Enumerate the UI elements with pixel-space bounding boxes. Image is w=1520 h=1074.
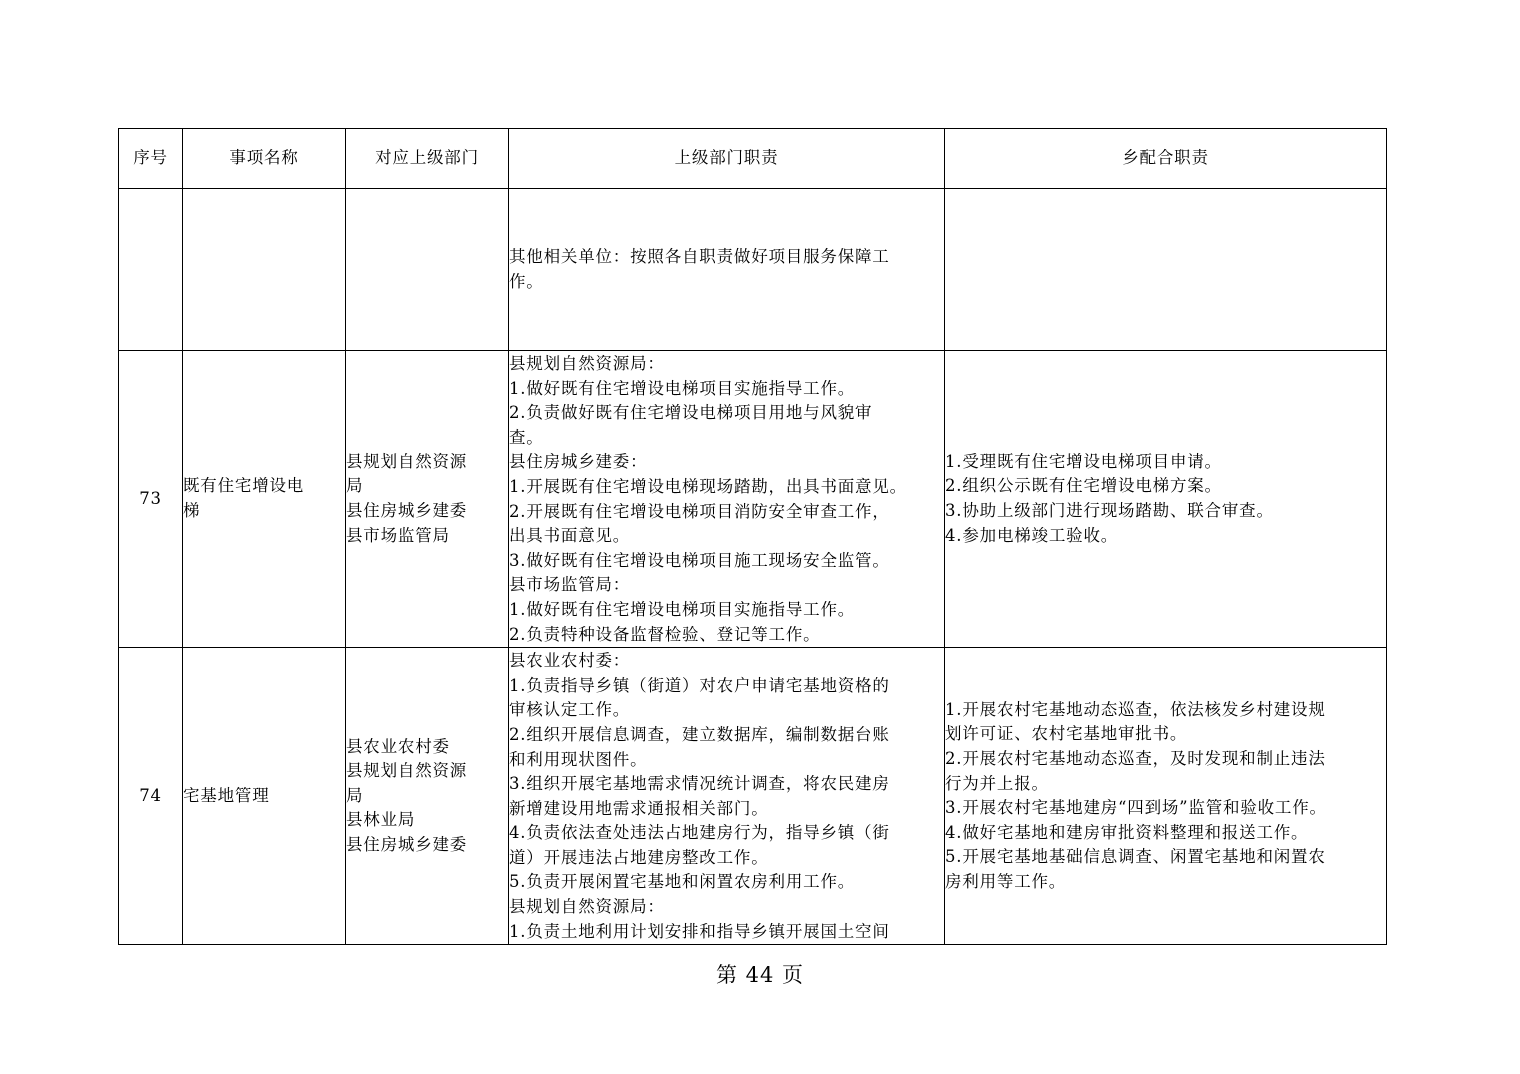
cell-superior-duties [509, 351, 945, 648]
department-line: 县住房城乡建委 [346, 835, 468, 855]
superior-duty-line: 其他相关单位：按照各自职责做好项目服务保障工 [509, 247, 890, 267]
township-duty-line: 2.开展农村宅基地动态巡查，及时发现和制止违法 [945, 749, 1326, 768]
cell-township-duties [945, 351, 1387, 648]
superior-duty-line: 4.负责依法查处违法占地建房行为，指导乡镇（街 [509, 823, 890, 843]
township-duty-line: 3.开展农村宅基地建房“四到场”监管和验收工作。 [945, 798, 1327, 818]
table-row [119, 189, 1387, 351]
cell-superior-department [346, 351, 509, 648]
header-superior-department: 对应上级部门 [346, 129, 509, 189]
superior-duty-line: 县市场监管局： [509, 575, 631, 595]
superior-duty-line: 2.开展既有住宅增设电梯项目消防安全审查工作， [509, 501, 890, 521]
department-line: 局 [346, 785, 364, 805]
superior-duty-line: 县住房城乡建委： [509, 452, 648, 472]
department-line: 局 [346, 476, 364, 496]
superior-duty-line: 和利用现状图件。 [509, 749, 648, 769]
cell-serial-number: 73 [119, 351, 183, 648]
cell-township-duties [945, 189, 1387, 351]
department-line: 县市场监管局 [346, 525, 450, 545]
superior-duty-line: 新增建设用地需求通报相关部门。 [509, 798, 769, 818]
superior-duty-line: 2.负责特种设备监督检验、登记等工作。 [509, 624, 821, 644]
superior-duty-line: 审核认定工作。 [509, 700, 631, 720]
item-name-line: 宅基地管理 [183, 785, 270, 805]
superior-duty-line: 县规划自然资源局： [509, 354, 665, 373]
cell-item-name [183, 351, 346, 648]
cell-superior-department [346, 189, 509, 351]
superior-duty-line: 查。 [509, 427, 544, 447]
superior-duty-line: 2.组织开展信息调查，建立数据库，编制数据台账 [509, 724, 890, 744]
township-duty-line: 5.开展宅基地基础信息调查、闲置宅基地和闲置农 [945, 847, 1326, 867]
department-line: 县规划自然资源 [346, 451, 468, 471]
superior-duty-line: 1.负责指导乡镇（街道）对农户申请宅基地资格的 [509, 675, 890, 695]
item-name-line: 既有住宅增设电 [183, 476, 305, 496]
cell-item-name [183, 648, 346, 945]
department-line: 县林业局 [346, 810, 416, 830]
township-duty-line: 2.组织公示既有住宅增设电梯方案。 [945, 476, 1222, 496]
township-duty-line: 房利用等工作。 [945, 871, 1067, 891]
superior-duty-line: 1.做好既有住宅增设电梯项目实施指导工作。 [509, 378, 856, 398]
superior-duty-line: 县规划自然资源局： [509, 897, 665, 917]
table-row [119, 648, 1387, 945]
table-body [119, 189, 1387, 945]
superior-duty-line: 3.组织开展宅基地需求情况统计调查，将农民建房 [509, 774, 890, 794]
township-duty-line: 1.开展农村宅基地动态巡查，依法核发乡村建设规 [945, 699, 1326, 719]
duties-table [118, 128, 1387, 945]
township-duty-line: 1.受理既有住宅增设电梯项目申请。 [945, 451, 1222, 471]
page-number: 第 44 页 [715, 963, 805, 987]
superior-duty-line: 1.做好既有住宅增设电梯项目实施指导工作。 [509, 599, 856, 619]
table-row [119, 351, 1387, 648]
cell-superior-department [346, 648, 509, 945]
township-duty-line: 4.参加电梯竣工验收。 [945, 525, 1119, 545]
cell-superior-duties [509, 648, 945, 945]
township-duty-line: 4.做好宅基地和建房审批资料整理和报送工作。 [945, 822, 1309, 842]
cell-superior-duties [509, 189, 945, 351]
superior-duty-line: 县农业农村委： [509, 651, 631, 671]
cell-item-name [183, 189, 346, 351]
superior-duty-line: 1.负责土地利用计划安排和指导乡镇开展国土空间 [509, 921, 890, 941]
superior-duty-line: 3.做好既有住宅增设电梯项目施工现场安全监管。 [509, 550, 890, 570]
header-superior-duties: 上级部门职责 [509, 129, 945, 189]
township-duty-line: 划许可证、农村宅基地审批书。 [945, 724, 1188, 744]
superior-duty-line: 5.负责开展闲置宅基地和闲置农房利用工作。 [509, 872, 856, 892]
superior-duty-line: 2.负责做好既有住宅增设电梯项目用地与风貌审 [509, 403, 873, 423]
cell-township-duties [945, 648, 1387, 945]
department-line: 县住房城乡建委 [346, 501, 468, 521]
header-serial-number: 序号 [119, 129, 183, 189]
cell-serial-number: 74 [119, 648, 183, 945]
superior-duty-line: 1.开展既有住宅增设电梯现场踏勘，出具书面意见。 [509, 476, 907, 496]
superior-duty-line: 作。 [509, 272, 544, 291]
item-name-line: 梯 [183, 501, 201, 521]
township-duty-line: 行为并上报。 [945, 773, 1049, 793]
superior-duty-line: 道）开展违法占地建房整改工作。 [509, 847, 769, 867]
township-duty-line: 3.协助上级部门进行现场踏勘、联合审查。 [945, 501, 1274, 521]
department-line: 县规划自然资源 [346, 761, 468, 781]
superior-duty-line: 出具书面意见。 [509, 526, 631, 546]
header-item-name: 事项名称 [183, 129, 346, 189]
department-line: 县农业农村委 [346, 736, 450, 756]
table-header-row [119, 129, 1387, 189]
cell-serial-number [119, 189, 183, 351]
header-township-duties: 乡配合职责 [945, 129, 1387, 189]
